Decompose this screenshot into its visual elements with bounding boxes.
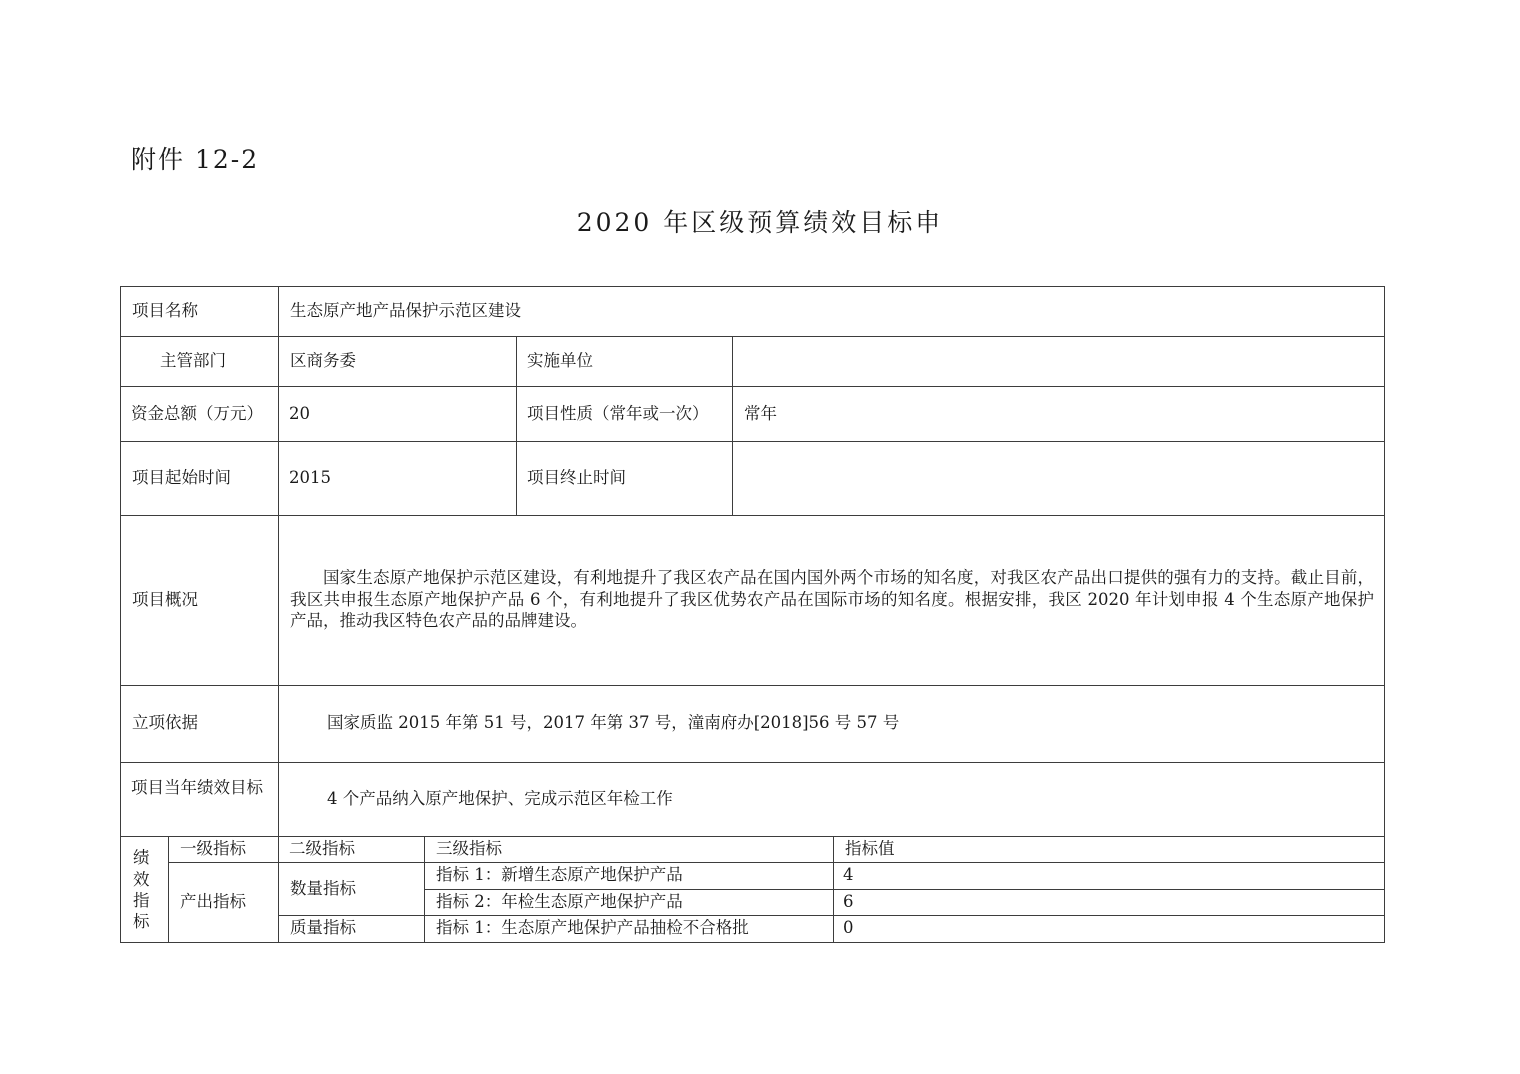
row3-level3: 指标 1：生态原产地保护产品抽检不合格批: [436, 918, 749, 937]
row2-value-cell: [833, 889, 1385, 916]
value-header-cell: [833, 836, 1385, 863]
attachment-label: 附件 12-2: [131, 145, 260, 174]
indicator-side-char-3: 指: [133, 891, 150, 910]
basis-label: 立项依据: [132, 713, 198, 732]
quantity-indicator: 数量指标: [290, 879, 356, 898]
level1-header: 一级指标: [180, 839, 246, 858]
value-header: 指标值: [845, 839, 895, 858]
overview-label: 项目概况: [132, 590, 198, 609]
basis-text: 国家质监 2015 年第 51 号，2017 年第 37 号，潼南府办[2018]56 号 57 号: [327, 713, 900, 732]
row2-level3: 指标 2：年检生态原产地保护产品: [436, 892, 683, 911]
row1-value: 4: [843, 865, 854, 884]
overview-text: 国家生态原产地保护示范区建设，有利地提升了我区农产品在国内国外两个市场的知名度，对我区农产品出口提供的强有力的支持。截止目前，我区共申报生态原产地保护产品 6 个，有利地提升了我区优势农产品在国际市场的知名度。根据安排，我区 2020 年计划申报 4 个生态原产地保护产品，推动我区特色农产品的品牌建设。: [290, 568, 1374, 630]
project-name-value: 生态原产地产品保护示范区建设: [290, 301, 521, 320]
level3-header: 三级指标: [436, 839, 502, 858]
start-value: 2015: [289, 468, 331, 487]
impl-unit-label: 实施单位: [527, 351, 593, 370]
end-label: 项目终止时间: [527, 468, 626, 487]
document-title: 2020 年区级预算绩效目标申: [576, 208, 944, 237]
row2-value: 6: [843, 892, 854, 911]
project-name-label: 项目名称: [132, 301, 198, 320]
goal-text: 4 个产品纳入原产地保护、完成示范区年检工作: [327, 789, 673, 808]
funds-label: 资金总额（万元）: [131, 404, 263, 423]
indicator-side-char-1: 绩: [133, 848, 150, 867]
nature-label: 项目性质（常年或一次）: [527, 404, 709, 423]
goal-label-cell: [120, 762, 279, 837]
indicator-side-char-2: 效: [133, 870, 150, 889]
end-value-cell: [732, 441, 1385, 516]
nature-value: 常年: [744, 404, 777, 423]
department-label: 主管部门: [160, 351, 226, 370]
level2-header: 二级指标: [289, 839, 355, 858]
impl-unit-value-cell: [732, 336, 1385, 387]
goal-label: 项目当年绩效目标: [131, 778, 263, 797]
quality-indicator: 质量指标: [290, 918, 356, 937]
start-label: 项目起始时间: [132, 468, 231, 487]
funds-value: 20: [289, 404, 310, 423]
row3-value-cell: [833, 915, 1385, 943]
funds-value-cell: [278, 386, 517, 442]
row1-level3: 指标 1：新增生态原产地保护产品: [436, 865, 683, 884]
row3-value: 0: [843, 918, 854, 937]
indicator-side-char-4: 标: [133, 912, 150, 931]
department-value: 区商务委: [290, 351, 356, 370]
nature-value-cell: [732, 386, 1385, 442]
output-indicator: 产出指标: [180, 892, 246, 911]
row1-value-cell: [833, 862, 1385, 890]
